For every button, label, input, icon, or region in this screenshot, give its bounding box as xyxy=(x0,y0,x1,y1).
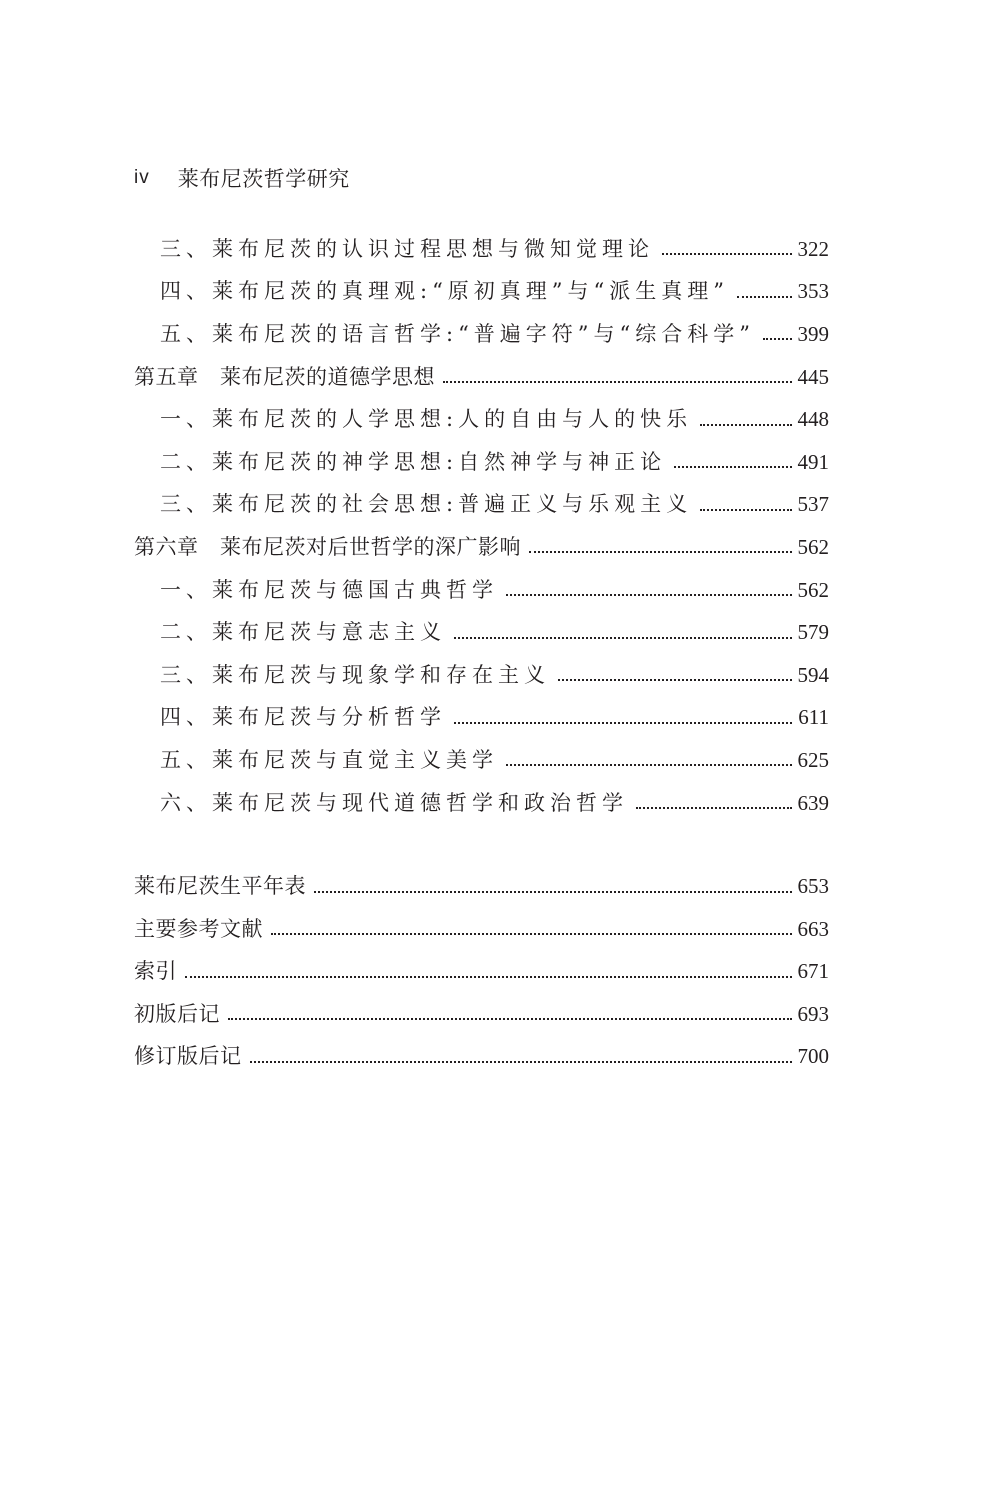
toc-entry-title: 一、莱布尼茨与德国古典哲学 xyxy=(160,577,498,602)
toc-backmatter-entry[interactable] xyxy=(134,951,829,994)
toc-entry-title: 索引 xyxy=(134,959,177,984)
toc-entry-title: 莱布尼茨生平年表 xyxy=(134,874,306,899)
toc-entry-page: 611 xyxy=(798,705,829,730)
toc-entry-page: 353 xyxy=(797,279,829,304)
toc-entry-page: 653 xyxy=(797,874,829,899)
toc-backmatter-entry[interactable] xyxy=(134,993,829,1036)
running-header xyxy=(134,158,350,198)
dot-leader xyxy=(506,764,792,766)
toc-section-entry[interactable] xyxy=(134,228,829,271)
toc-entry-title: 三、莱布尼茨与现象学和存在主义 xyxy=(160,662,550,687)
toc-entry-page: 322 xyxy=(797,236,829,261)
dot-leader xyxy=(529,551,792,553)
dot-leader xyxy=(700,424,791,426)
toc-entry-title: 一、莱布尼茨的人学思想:人的自由与人的快乐 xyxy=(160,407,693,432)
dot-leader xyxy=(558,679,792,681)
toc-entry-title: 五、莱布尼茨的语言哲学:“普遍字符”与“综合科学” xyxy=(160,321,756,346)
toc-section-entry[interactable] xyxy=(134,313,829,356)
toc-entry-page: 448 xyxy=(797,407,829,432)
toc-entry-title: 四、莱布尼茨与分析哲学 xyxy=(160,705,446,730)
toc-entry-page: 663 xyxy=(797,916,829,941)
dot-leader xyxy=(314,891,792,893)
toc-entry-title: 二、莱布尼茨与意志主义 xyxy=(160,620,446,645)
dot-leader xyxy=(228,1018,792,1020)
toc-entry-page: 445 xyxy=(797,364,829,389)
toc-entry-title: 三、莱布尼茨的认识过程思想与微知觉理论 xyxy=(160,236,654,261)
toc-section-entry[interactable] xyxy=(134,782,829,825)
toc-backmatter-entry[interactable] xyxy=(134,1036,829,1079)
toc-section-entry[interactable] xyxy=(134,398,829,441)
dot-leader xyxy=(763,338,791,340)
toc-entry-title: 初版后记 xyxy=(134,1001,220,1026)
toc-backmatter-entry[interactable] xyxy=(134,908,829,951)
header-book-title: 莱布尼茨哲学研究 xyxy=(177,167,350,191)
toc-entry-title: 五、莱布尼茨与直觉主义美学 xyxy=(160,747,498,772)
toc-section-entry[interactable] xyxy=(134,611,829,654)
toc-entry-title: 修订版后记 xyxy=(134,1044,242,1069)
toc-entry-page: 537 xyxy=(797,492,829,517)
toc-entry-page: 625 xyxy=(797,747,829,772)
toc-chapter-entry[interactable] xyxy=(134,526,829,569)
toc-entry-page: 693 xyxy=(797,1001,829,1026)
dot-leader xyxy=(662,253,792,255)
toc-group-gap xyxy=(134,824,829,865)
dot-leader xyxy=(454,637,792,639)
toc-entry-page: 399 xyxy=(797,321,829,346)
dot-leader xyxy=(443,381,792,383)
toc-backmatter-entry[interactable] xyxy=(134,865,829,908)
toc-entry-page: 639 xyxy=(797,790,829,815)
toc-section-entry[interactable] xyxy=(134,697,829,740)
toc-entry-title: 六、莱布尼茨与现代道德哲学和政治哲学 xyxy=(160,790,628,815)
dot-leader xyxy=(737,296,791,298)
toc-entry-page: 700 xyxy=(797,1044,829,1069)
toc-section-entry[interactable] xyxy=(134,441,829,484)
dot-leader xyxy=(271,933,792,935)
toc-section-entry[interactable] xyxy=(134,271,829,314)
toc-section-entry[interactable] xyxy=(134,484,829,527)
toc-chapter-entry[interactable] xyxy=(134,356,829,399)
toc-entry-page: 579 xyxy=(797,620,829,645)
toc-entry-title: 第五章 莱布尼茨的道德学思想 xyxy=(134,364,435,389)
toc-entry-page: 562 xyxy=(797,534,829,559)
toc-entry-page: 671 xyxy=(797,959,829,984)
dot-leader xyxy=(185,976,792,978)
toc-section-entry[interactable] xyxy=(134,739,829,782)
toc-section-entry[interactable] xyxy=(134,569,829,612)
dot-leader xyxy=(674,466,791,468)
header-page-number: iv xyxy=(134,167,150,188)
dot-leader xyxy=(700,509,791,511)
toc-entry-page: 562 xyxy=(797,577,829,602)
table-of-contents xyxy=(134,228,829,1078)
toc-entry-title: 主要参考文献 xyxy=(134,916,263,941)
toc-entry-page: 594 xyxy=(797,662,829,687)
dot-leader xyxy=(454,722,792,724)
toc-entry-title: 第六章 莱布尼茨对后世哲学的深广影响 xyxy=(134,534,521,559)
toc-section-entry[interactable] xyxy=(134,654,829,697)
dot-leader xyxy=(250,1061,792,1063)
dot-leader xyxy=(506,594,792,596)
toc-entry-title: 三、莱布尼茨的社会思想:普遍正义与乐观主义 xyxy=(160,492,693,517)
toc-entry-title: 二、莱布尼茨的神学思想:自然神学与神正论 xyxy=(160,449,667,474)
toc-entry-page: 491 xyxy=(797,449,829,474)
dot-leader xyxy=(636,807,792,809)
toc-entry-title: 四、莱布尼茨的真理观:“原初真理”与“派生真理” xyxy=(160,279,730,304)
